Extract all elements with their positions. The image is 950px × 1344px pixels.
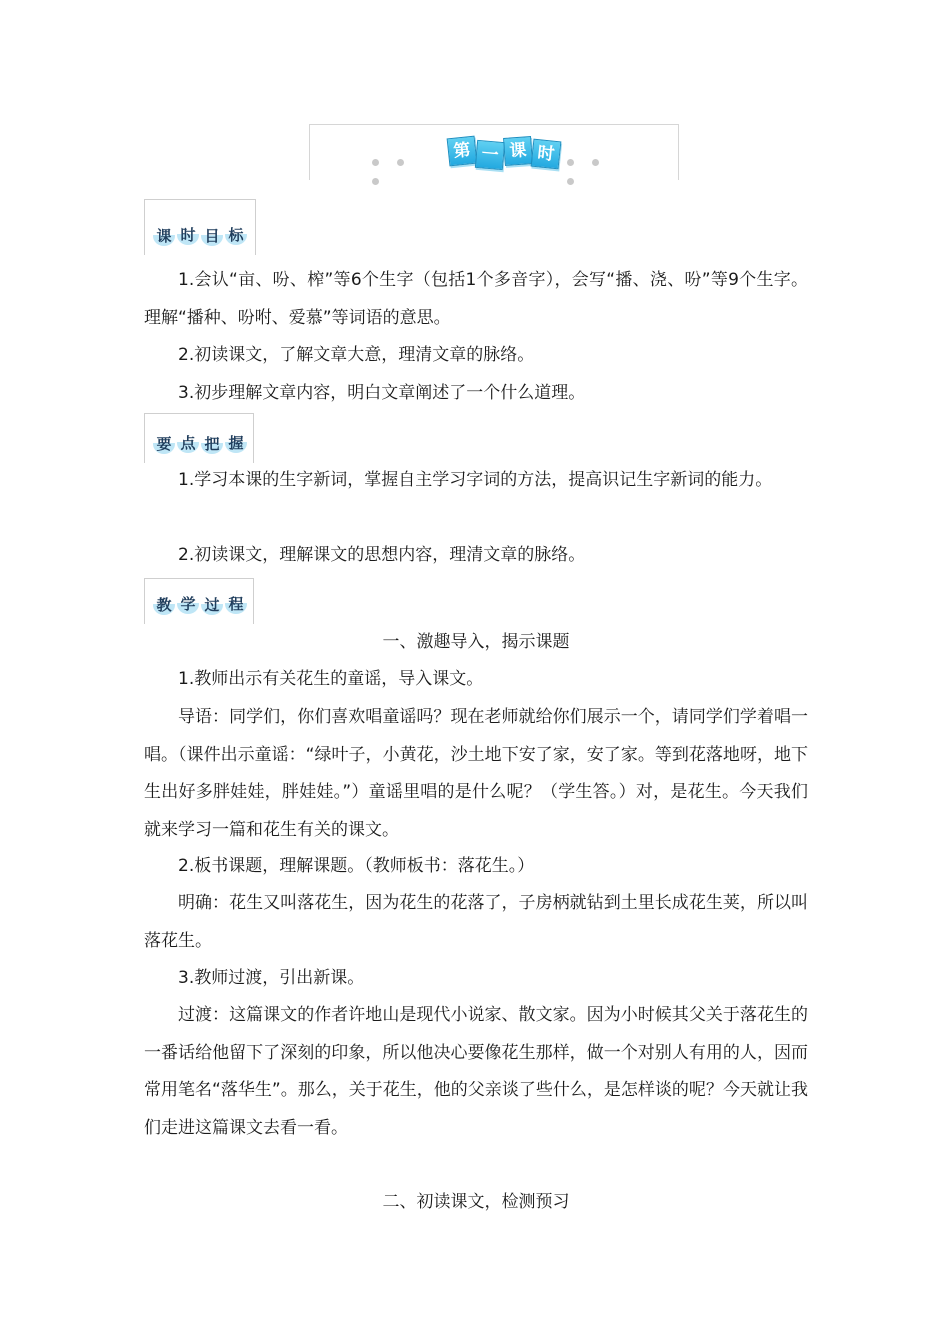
objective-item: 1.会认“亩、吩、榨”等6个生字（包括1个多音字），会写“播、浇、吩”等9个生字。理解“播种、吩咐、爱慕”等词语的意思。	[144, 270, 808, 328]
section-label-char: 点	[177, 433, 199, 453]
objective-item: 2.初读课文，了解文章大意，理清文章的脉络。	[178, 345, 535, 365]
objective-item: 3.初步理解文章内容，明白文章阐述了一个什么道理。	[178, 383, 586, 403]
section-label-char: 把	[201, 434, 223, 454]
process-part2-title: 二、初读课文，检测预习	[382, 1192, 570, 1212]
lesson-title-char: 一	[475, 140, 505, 170]
lesson-banner	[309, 124, 679, 180]
process-paragraph: 2.板书课题，理解课题。（教师板书：落花生。）	[178, 856, 535, 876]
section-label-char: 课	[153, 226, 175, 246]
section-label-key-points	[144, 413, 254, 463]
process-paragraph: 导语：同学们，你们喜欢唱童谣吗？现在老师就给你们展示一个，请同学们学着唱一唱。（课件出示童谣：“绿叶子，小黄花，沙土地下安了家，安了家。等到花落地呀，地下生出好多胖娃娃，胖娃娃。”）童谣里唱的是什么呢？（学生答。）对，是花生。今天我们就来学习一篇和花生有关的课文。	[144, 707, 808, 840]
section-label-char: 标	[225, 225, 247, 245]
section-label-char: 握	[225, 433, 247, 453]
lesson-title-char: 第	[447, 136, 478, 167]
process-paragraph: 过渡：这篇课文的作者许地山是现代小说家、散文家。因为小时候其父关于落花生的一番话给他留下了深刻的印象，所以他决心要像花生那样，做一个对别人有用的人，因而常用笔名“落华生”。那么，关于花生，他的父亲谈了些什么，是怎样谈的呢？今天就让我们走进这篇课文去看一看。	[144, 1005, 808, 1138]
key-point-item: 1.学习本课的生字新词，掌握自主学习字词的方法，提高识记生字新词的能力。	[178, 470, 773, 490]
lesson-title-tiles	[448, 137, 560, 169]
process-part1-title: 一、激趣导入，揭示课题	[382, 632, 570, 652]
section-label-process	[144, 578, 254, 624]
process-paragraph: 3.教师过渡，引出新课。	[178, 968, 365, 988]
lesson-title-char: 时	[531, 139, 562, 170]
process-paragraph: 明确：花生又叫落花生，因为花生的花落了，子房柄就钻到土里长成花生荚，所以叫落花生。	[144, 893, 808, 951]
section-label-char: 程	[225, 594, 247, 614]
section-label-objectives	[144, 199, 256, 255]
key-point-item: 2.初读课文，理解课文的思想内容，理清文章的脉络。	[178, 545, 586, 565]
section-label-char: 时	[177, 225, 199, 245]
banner-dots-right	[567, 151, 627, 159]
section-label-char: 过	[201, 595, 223, 615]
section-label-char: 要	[153, 434, 175, 454]
section-label-char: 学	[177, 594, 199, 614]
banner-dots-left	[372, 151, 432, 159]
section-label-char: 目	[201, 226, 223, 246]
lesson-title-char: 课	[503, 136, 533, 166]
section-label-char: 教	[153, 595, 175, 615]
process-paragraph: 1.教师出示有关花生的童谣，导入课文。	[178, 669, 484, 689]
